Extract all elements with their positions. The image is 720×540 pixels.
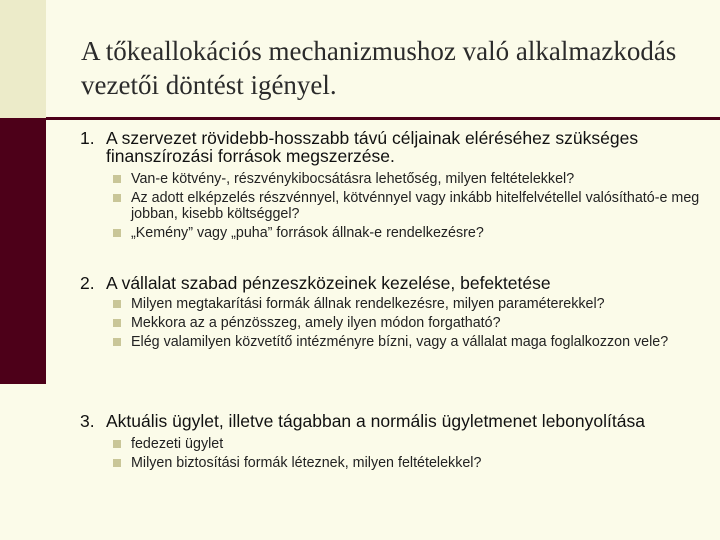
square-bullet-icon [113,338,121,346]
list-item: „Kemény” vagy „puha” források állnak-e rendelkezésre? [113,225,700,241]
square-bullet-icon [113,300,121,308]
list-item: Milyen megtakarítási formák állnak rendelkezésre, milyen paraméterekkel? [113,296,700,312]
section-3 [80,412,700,474]
square-bullet-icon [113,175,121,183]
section-heading: A szervezet rövidebb-hosszabb távú céljainak eléréséhez szükséges finanszírozási források megszerzése. [106,128,639,166]
list-item: Van-e kötvény-, részvénykibocsátásra lehetőség, milyen feltételekkel? [113,171,700,187]
square-bullet-icon [113,319,121,327]
section-number: 3. [80,411,95,431]
section-number: 2. [80,273,95,293]
title-divider [46,117,720,120]
list-item: fedezeti ügylet [113,436,700,452]
left-accent-bar-light [0,0,46,118]
list-item: Mekkora az a pénzösszeg, amely ilyen módon forgatható? [113,315,700,331]
square-bullet-icon [113,229,121,237]
left-accent-bar-dark [0,118,46,384]
square-bullet-icon [113,440,121,448]
square-bullet-icon [113,459,121,467]
section-1 [80,129,700,244]
list-item: Milyen biztosítási formák léteznek, milyen feltételekkel? [113,455,700,471]
section-heading: Aktuális ügylet, illetve tágabban a normális ügyletmenet lebonyolítása [106,411,645,431]
section-number: 1. [80,128,95,148]
square-bullet-icon [113,194,121,202]
section-2 [80,274,700,353]
list-item: Az adott elképzelés részvénnyel, kötvénnyel vagy inkább hitelfelvétellel valósítható-e meg jobban, kisebb költséggel? [113,190,700,222]
slide-title: A tőkeallokációs mechanizmushoz való alkalmazkodás vezetői döntést igényel. [81,36,677,100]
list-item: Elég valamilyen közvetítő intézményre bízni, vagy a vállalat maga foglalkozzon vele? [113,334,700,350]
section-heading: A vállalat szabad pénzeszközeinek kezelése, befektetése [106,273,551,293]
